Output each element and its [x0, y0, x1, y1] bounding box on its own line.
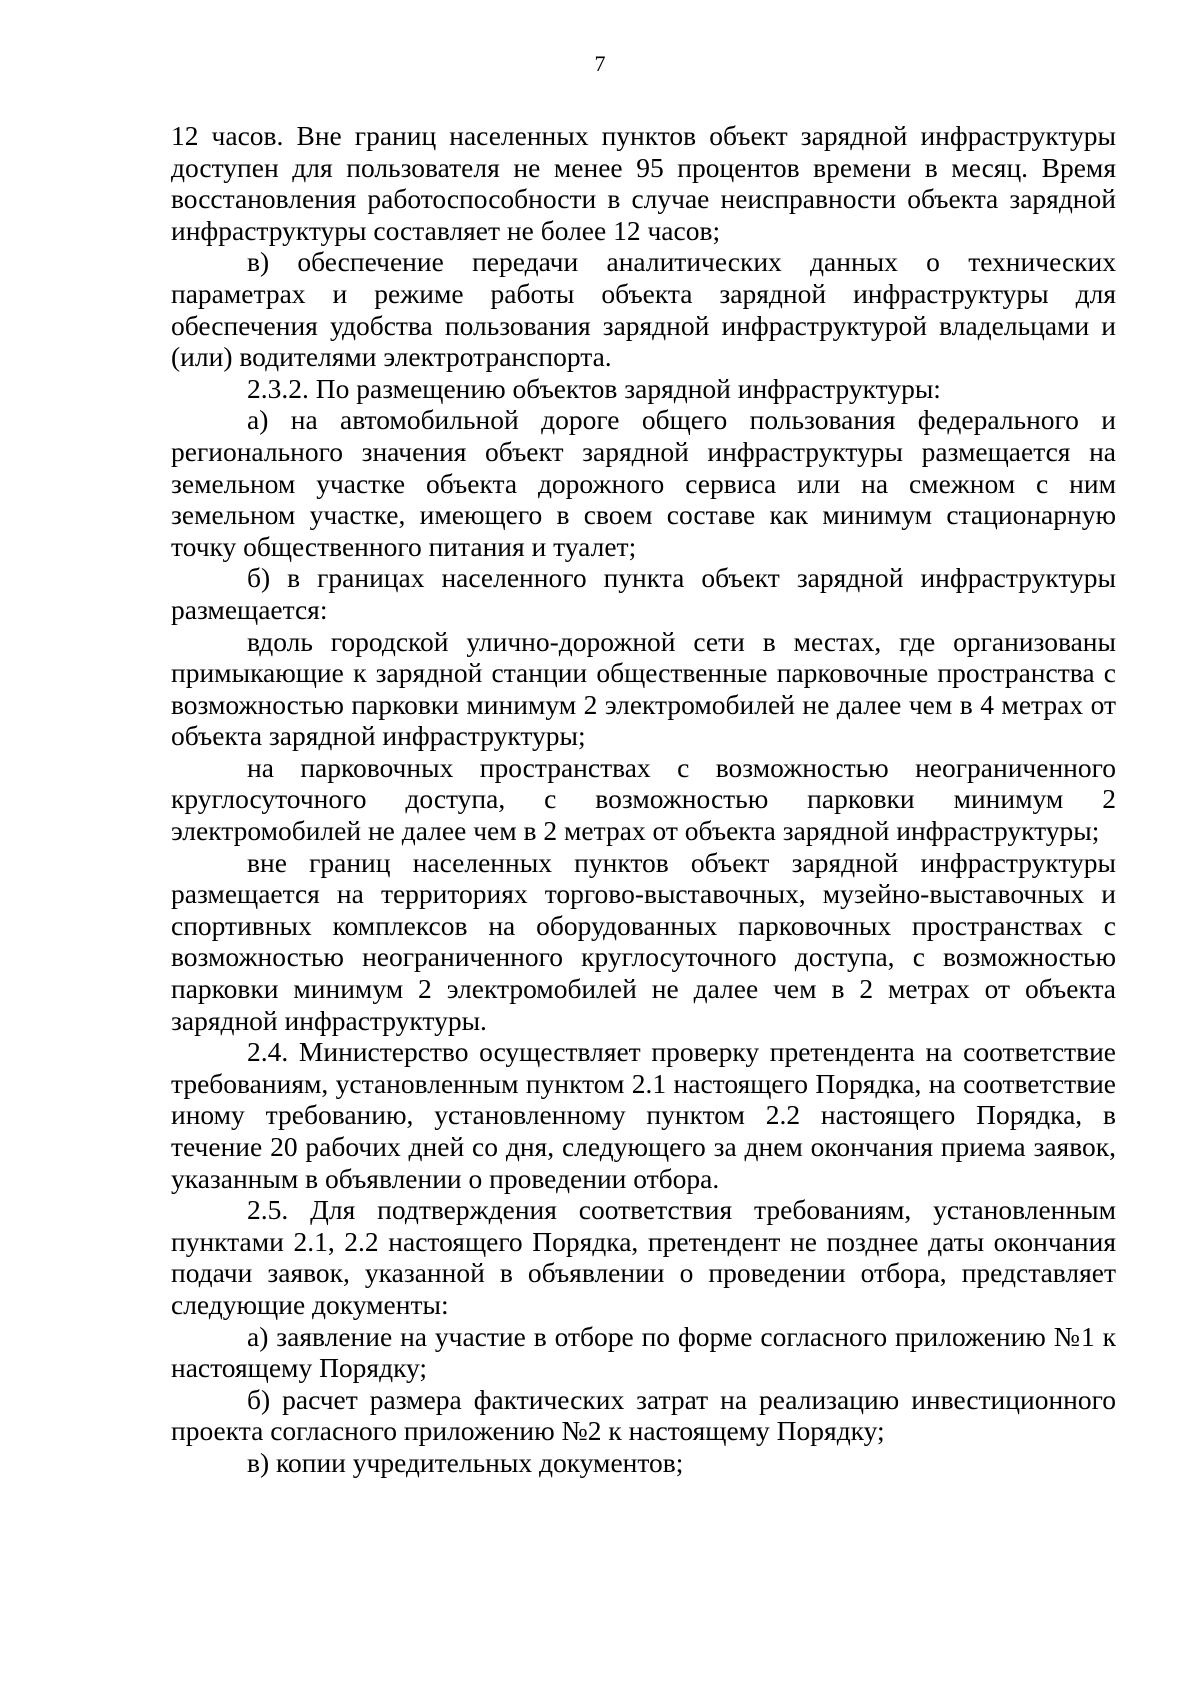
paragraph-parking-spaces: на парковочных пространствах с возможностью неограниченного круглосуточного доступа, с возможностью парковки минимум 2 электромобилей не далее чем в 2 метрах от объекта зарядной инфраструктуры;	[171, 751, 1116, 847]
paragraph-doc-v: в) копии учредительных документов;	[247, 1446, 684, 1478]
paragraph-2-3-2: 2.3.2. По размещению объектов зарядной инфраструктуры:	[247, 372, 941, 404]
paragraph-doc-b: б) расчет размера фактических затрат на реализацию инвестиционного проекта согласного приложению №2 к настоящему Порядку;	[171, 1383, 1116, 1447]
document-body	[171, 120, 1116, 1479]
paragraph-street-network: вдоль городской улично-дорожной сети в местах, где организованы примыкающие к зарядной станции общественные парковочные пространства с возможностью парковки минимум 2 электромобилей не далее чем в 4 метрах от объекта зарядной инфраструктуры;	[171, 625, 1116, 752]
paragraph-outside-settlements: вне границ населенных пунктов объект зарядной инфраструктуры размещается на территориях торгово-выставочных, музейно-выставочных и спортивных комплексов на оборудованных парковочных пространствах с возможностью неограниченного круглосуточного доступа, с возможностью парковки минимум 2 электромобилей не далее чем в 2 метрах от объекта зарядной инфраструктуры.	[171, 846, 1116, 1036]
paragraph-doc-a: а) заявление на участие в отборе по форме согласного приложению №1 к настоящему Порядку;	[171, 1320, 1116, 1384]
page-number: 7	[594, 51, 606, 76]
paragraph-item-v: в) обеспечение передачи аналитических данных о технических параметрах и режиме работы объекта зарядной инфраструктуры для обеспечения удобства пользования зарядной инфраструктурой владельцами и (или) водителями электротранспорта.	[171, 246, 1116, 373]
paragraph-continuation: 12 часов. Вне границ населенных пунктов объект зарядной инфраструктуры доступен для пользователя не менее 95 процентов времени в месяц. Время восстановления работоспособности в случае неисправности объекта зарядной инфраструктуры составляет не более 12 часов;	[171, 120, 1116, 246]
paragraph-2-4: 2.4. Министерство осуществляет проверку претендента на соответствие требованиям, установленным пунктом 2.1 настоящего Порядка, на соответствие иному требованию, установленному пунктом 2.2 настоящего Порядка, в течение 20 рабочих дней со дня, следующего за днем окончания приема заявок, указанным в объявлении о проведении отбора.	[171, 1036, 1116, 1194]
paragraph-2-5: 2.5. Для подтверждения соответствия требованиям, установленным пунктами 2.1, 2.2 настоящего Порядка, претендент не позднее даты окончания подачи заявок, указанной в объявлении о проведении отбора, представляет следующие документы:	[171, 1194, 1116, 1320]
paragraph-item-a: а) на автомобильной дороге общего пользования федерального и регионального значения объект зарядной инфраструктуры размещается на земельном участке объекта дорожного сервиса или на смежном с ним земельном участке, имеющего в своем составе как минимум стационарную точку общественного питания и туалет;	[171, 404, 1116, 562]
paragraph-item-b: б) в границах населенного пункта объект зарядной инфраструктуры размещается:	[171, 562, 1116, 625]
